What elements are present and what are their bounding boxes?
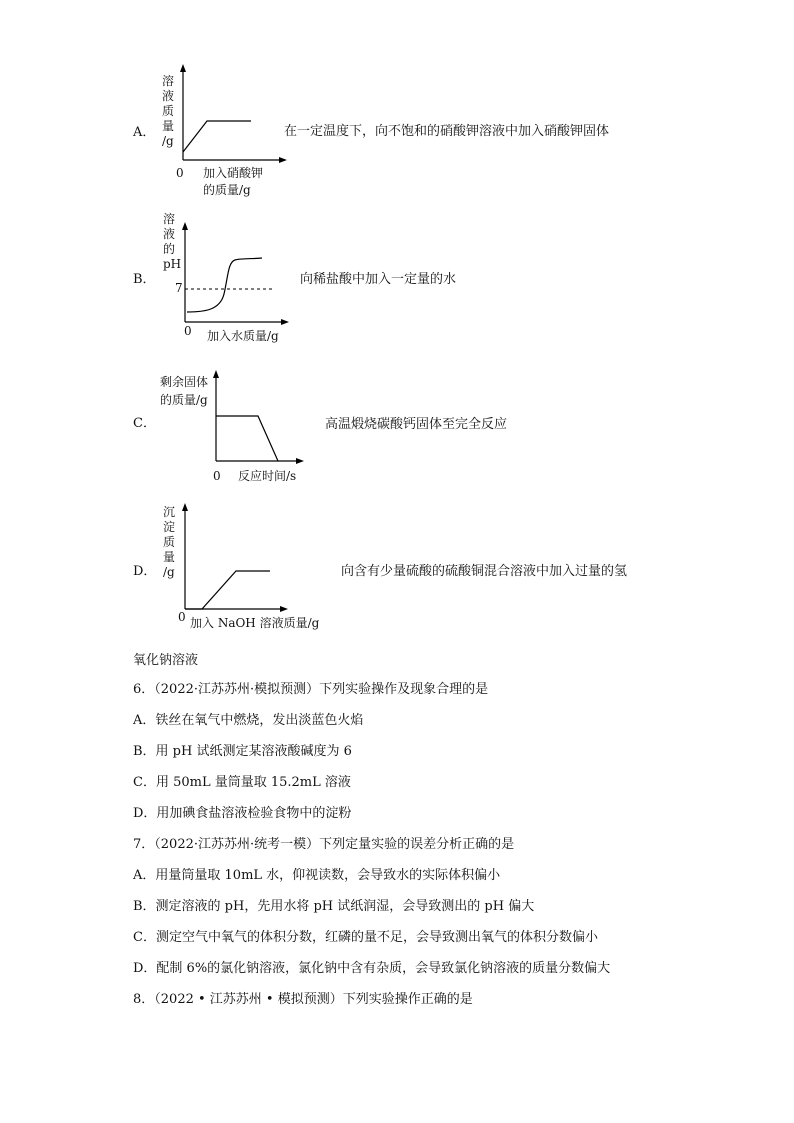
option-b-xlabel: 加入水质量/g	[207, 329, 279, 343]
option-a-y-arrow	[180, 64, 186, 72]
option-b-ylabel: 溶 液 的 pH	[163, 212, 182, 271]
option-c-curve	[216, 416, 278, 461]
option-b-y-arrow	[182, 222, 188, 230]
option-a-ylabel: 溶 液 质 量 /g	[162, 74, 175, 148]
option-a-description: 在一定温度下，向不饱和的硝酸钾溶液中加入硝酸钾固体	[284, 124, 610, 139]
option-d-origin: 0	[178, 610, 186, 624]
q8-stem: 8．（2022 • 江苏苏州 • 模拟预测）下列实验操作正确的是	[133, 992, 473, 1007]
option-d-letter: D．	[133, 564, 157, 579]
option-b-x-arrow	[281, 319, 289, 325]
option-b-tick-7: 7	[175, 281, 183, 295]
option-d-graph	[178, 503, 293, 613]
option-d-x-arrow	[280, 606, 288, 612]
q7-option-d: D．配制 6%的氯化钠溶液，氯化钠中含有杂质，会导致氯化钠溶液的质量分数偏大	[133, 961, 611, 976]
option-c-x-arrow	[296, 458, 304, 464]
q6-option-c: C．用 50mL 量筒量取 15.2mL 溶液	[133, 775, 351, 790]
option-b-origin: 0	[184, 324, 192, 338]
option-b-curve	[187, 258, 262, 312]
option-a-curve	[183, 121, 251, 152]
q6-option-a: A．铁丝在氧气中燃烧，发出淡蓝色火焰	[133, 713, 364, 728]
option-a-letter: A．	[133, 125, 156, 140]
option-c-letter: C．	[133, 416, 156, 431]
option-c-graph	[212, 370, 312, 465]
option-c-y-arrow	[213, 370, 219, 378]
option-a-origin: 0	[176, 166, 184, 180]
option-d-description: 向含有少量硫酸的硫酸铜混合溶液中加入过量的氢	[341, 564, 628, 579]
q6-stem: 6．（2022·江苏苏州·模拟预测）下列实验操作及现象合理的是	[133, 682, 489, 697]
q7-option-a: A．用量筒量取 10mL 水，仰视读数，会导致水的实际体积偏小	[133, 868, 501, 883]
option-d-y-arrow	[182, 503, 188, 511]
option-c-ylabel: 剩余固体 的质量/g	[160, 375, 209, 407]
option-d-curve	[185, 571, 270, 609]
q7-option-b: B．测定溶液的 pH，先用水将 pH 试纸润湿，会导致测出的 pH 偏大	[133, 899, 535, 914]
continuation-text: 氧化钠溶液	[133, 653, 199, 668]
option-c-description: 高温煅烧碳酸钙固体至完全反应	[325, 417, 508, 432]
option-c-xlabel: 反应时间/s	[238, 469, 297, 483]
q6-option-d: D．用加碘食盐溶液检验食物中的淀粉	[133, 806, 352, 821]
option-b-graph	[180, 222, 295, 327]
option-a-x-arrow	[279, 157, 287, 163]
q6-option-b: B．用 pH 试纸测定某溶液酸碱度为 6	[133, 744, 352, 759]
option-b-letter: B．	[133, 272, 156, 287]
q7-stem: 7．（2022·江苏苏州·统考一模）下列定量实验的误差分析正确的是	[133, 837, 515, 852]
option-a-xlabel: 加入硝酸钾 的质量/g	[203, 166, 264, 197]
option-b-description: 向稀盐酸中加入一定量的水	[300, 272, 457, 287]
option-d-xlabel: 加入 NaOH 溶液质量/g	[190, 616, 320, 630]
q7-option-c: C．测定空气中氧气的体积分数，红磷的量不足，会导致测出氧气的体积分数偏小	[133, 930, 598, 945]
option-a-graph	[175, 64, 290, 164]
option-c-origin: 0	[213, 469, 221, 483]
option-d-ylabel: 沉 淀 质 量 /g	[163, 505, 176, 579]
